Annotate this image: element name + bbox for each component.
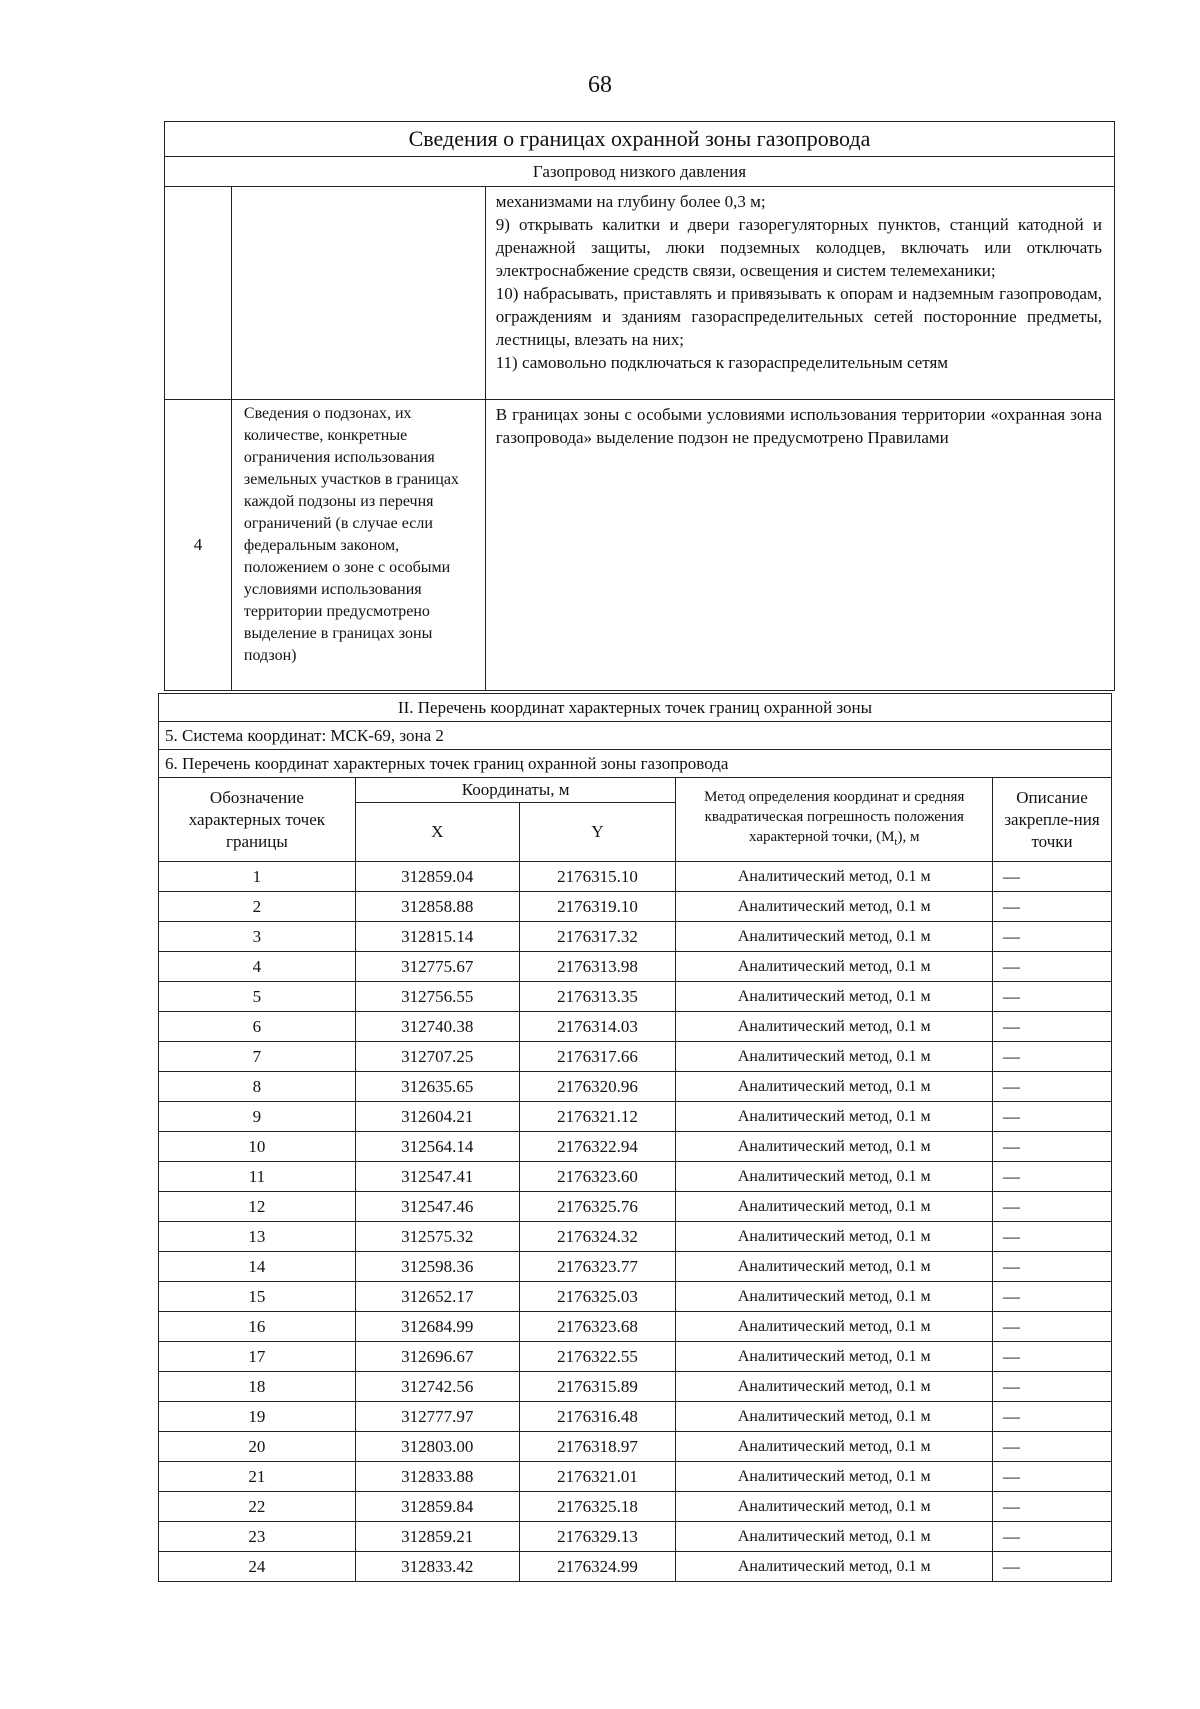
point-number: 4	[159, 952, 356, 982]
x-coordinate: 312547.46	[355, 1192, 519, 1222]
x-coordinate: 312684.99	[355, 1312, 519, 1342]
x-coordinate: 312652.17	[355, 1282, 519, 1312]
table-row	[159, 1012, 1112, 1042]
point-number: 14	[159, 1252, 356, 1282]
point-number: 13	[159, 1222, 356, 1252]
point-number: 16	[159, 1312, 356, 1342]
header-description: Описание закрепле-ния точки	[993, 778, 1112, 862]
header-coordinates: Координаты, м	[355, 778, 676, 803]
method: Аналитический метод, 0.1 м	[676, 1552, 993, 1582]
point-number: 15	[159, 1282, 356, 1312]
point-number: 18	[159, 1372, 356, 1402]
coordinate-rows	[159, 862, 1112, 1582]
method: Аналитический метод, 0.1 м	[676, 982, 993, 1012]
page-number: 68	[588, 72, 612, 98]
method: Аналитический метод, 0.1 м	[676, 892, 993, 922]
point-description: —	[993, 1192, 1112, 1222]
x-coordinate: 312564.14	[355, 1132, 519, 1162]
x-coordinate: 312575.32	[355, 1222, 519, 1252]
point-number: 3	[159, 922, 356, 952]
x-coordinate: 312696.67	[355, 1342, 519, 1372]
y-coordinate: 2176325.76	[519, 1192, 676, 1222]
table-row	[159, 1162, 1112, 1192]
point-number: 10	[159, 1132, 356, 1162]
document-title: Сведения о границах охранной зоны газопровода	[165, 122, 1115, 157]
table-row	[159, 1522, 1112, 1552]
table-row	[159, 1252, 1112, 1282]
x-coordinate: 312859.21	[355, 1522, 519, 1552]
x-coordinate: 312756.55	[355, 982, 519, 1012]
x-coordinate: 312598.36	[355, 1252, 519, 1282]
y-coordinate: 2176323.68	[519, 1312, 676, 1342]
header-point: Обозначение характерных точек границы	[159, 778, 356, 862]
table-row	[159, 1132, 1112, 1162]
restriction-item: 9) открывать калитки и двери газорегуляторных пунктов, станций катодной и дренажной защиты, люки подземных колодцев, включать или отключать электроснабжение средств связи, освещения и систем телемеханики;	[495, 215, 1102, 280]
point-number: 2	[159, 892, 356, 922]
y-coordinate: 2176324.99	[519, 1552, 676, 1582]
method: Аналитический метод, 0.1 м	[676, 1462, 993, 1492]
point-description: —	[993, 922, 1112, 952]
table-row	[159, 862, 1112, 892]
x-coordinate: 312859.04	[355, 862, 519, 892]
point-description: —	[993, 1042, 1112, 1072]
method: Аналитический метод, 0.1 м	[676, 952, 993, 982]
point-description: —	[993, 1462, 1112, 1492]
restriction-item: 11) самовольно подключаться к газораспределительным сетям	[495, 353, 949, 372]
header-y: Y	[519, 803, 676, 862]
table-row	[159, 1072, 1112, 1102]
table-row	[159, 1102, 1112, 1132]
point-number: 17	[159, 1342, 356, 1372]
point-description: —	[993, 1252, 1112, 1282]
empty-number-cell	[165, 187, 232, 400]
table-row	[159, 1312, 1112, 1342]
x-coordinate: 312707.25	[355, 1042, 519, 1072]
section2-title: II. Перечень координат характерных точек границ охранной зоны	[159, 694, 1112, 722]
method: Аналитический метод, 0.1 м	[676, 1402, 993, 1432]
point-description: —	[993, 1012, 1112, 1042]
table-row	[159, 1192, 1112, 1222]
point-number: 24	[159, 1552, 356, 1582]
method: Аналитический метод, 0.1 м	[676, 1312, 993, 1342]
point-number: 11	[159, 1162, 356, 1192]
point-description: —	[993, 1222, 1112, 1252]
zone-info-table	[164, 121, 1115, 691]
method: Аналитический метод, 0.1 м	[676, 1282, 993, 1312]
point-description: —	[993, 982, 1112, 1012]
point-number: 7	[159, 1042, 356, 1072]
coordinates-table	[158, 693, 1112, 1582]
table-row	[159, 1552, 1112, 1582]
row-number: 4	[165, 400, 232, 691]
table-row	[159, 1402, 1112, 1432]
x-coordinate: 312859.84	[355, 1492, 519, 1522]
y-coordinate: 2176318.97	[519, 1432, 676, 1462]
point-number: 9	[159, 1102, 356, 1132]
y-coordinate: 2176313.98	[519, 952, 676, 982]
point-number: 20	[159, 1432, 356, 1462]
table-row	[159, 892, 1112, 922]
point-number: 21	[159, 1462, 356, 1492]
x-coordinate: 312604.21	[355, 1102, 519, 1132]
y-coordinate: 2176324.32	[519, 1222, 676, 1252]
method: Аналитический метод, 0.1 м	[676, 862, 993, 892]
table-row	[159, 1462, 1112, 1492]
table-row	[159, 1342, 1112, 1372]
y-coordinate: 2176314.03	[519, 1012, 676, 1042]
restrictions-continued	[485, 187, 1114, 400]
method: Аналитический метод, 0.1 м	[676, 1102, 993, 1132]
coordinate-list-title: 6. Перечень координат характерных точек границ охранной зоны газопровода	[159, 750, 1112, 778]
table-row	[159, 982, 1112, 1012]
point-description: —	[993, 1492, 1112, 1522]
table-row	[159, 1042, 1112, 1072]
point-description: —	[993, 1282, 1112, 1312]
y-coordinate: 2176321.01	[519, 1462, 676, 1492]
x-coordinate: 312742.56	[355, 1372, 519, 1402]
method: Аналитический метод, 0.1 м	[676, 1162, 993, 1192]
point-description: —	[993, 1072, 1112, 1102]
y-coordinate: 2176325.18	[519, 1492, 676, 1522]
point-description: —	[993, 1402, 1112, 1432]
point-description: —	[993, 1522, 1112, 1552]
method: Аналитический метод, 0.1 м	[676, 1072, 993, 1102]
method: Аналитический метод, 0.1 м	[676, 1222, 993, 1252]
empty-label-cell	[231, 187, 485, 400]
subzones-value: В границах зоны с особыми условиями использования территории «охранная зона газопровода» выделение подзон не предусмотрено Правилами	[485, 400, 1114, 691]
point-description: —	[993, 1372, 1112, 1402]
header-method: Метод определения координат и средняя квадратическая погрешность положения характерной точки, $(M_t)$, м	[676, 778, 993, 862]
point-number: 22	[159, 1492, 356, 1522]
table-row	[159, 1492, 1112, 1522]
x-coordinate: 312547.41	[355, 1162, 519, 1192]
point-description: —	[993, 1342, 1112, 1372]
y-coordinate: 2176315.89	[519, 1372, 676, 1402]
y-coordinate: 2176315.10	[519, 862, 676, 892]
coordinate-system: 5. Система координат: МСК-69, зона 2	[159, 722, 1112, 750]
method: Аналитический метод, 0.1 м	[676, 1342, 993, 1372]
document-subtitle: Газопровод низкого давления	[165, 157, 1115, 187]
y-coordinate: 2176322.55	[519, 1342, 676, 1372]
y-coordinate: 2176323.77	[519, 1252, 676, 1282]
table-row	[159, 952, 1112, 982]
point-number: 8	[159, 1072, 356, 1102]
method: Аналитический метод, 0.1 м	[676, 1012, 993, 1042]
restriction-item: механизмами на глубину более 0,3 м;	[495, 192, 766, 211]
method: Аналитический метод, 0.1 м	[676, 1372, 993, 1402]
point-description: —	[993, 952, 1112, 982]
x-coordinate: 312777.97	[355, 1402, 519, 1432]
point-number: 23	[159, 1522, 356, 1552]
y-coordinate: 2176317.66	[519, 1042, 676, 1072]
y-coordinate: 2176316.48	[519, 1402, 676, 1432]
point-description: —	[993, 1102, 1112, 1132]
x-coordinate: 312803.00	[355, 1432, 519, 1462]
restriction-item: 10) набрасывать, приставлять и привязывать к опорам и надземным газопроводам, ограждениям и зданиям газораспределительных сетей посторонние предметы, лестницы, влезать на них;	[495, 284, 1102, 349]
method: Аналитический метод, 0.1 м	[676, 1492, 993, 1522]
subzones-label: Сведения о подзонах, их количестве, конкретные ограничения использования земельных участков в границах каждой подзоны из перечня ограничений (в случае если федеральным законом, положением о зоне с особыми условиями использования территории предусмотрено выделение в границах зоны подзон)	[231, 400, 485, 691]
method: Аналитический метод, 0.1 м	[676, 1522, 993, 1552]
method: Аналитический метод, 0.1 м	[676, 1432, 993, 1462]
y-coordinate: 2176320.96	[519, 1072, 676, 1102]
method: Аналитический метод, 0.1 м	[676, 922, 993, 952]
point-description: —	[993, 1312, 1112, 1342]
method: Аналитический метод, 0.1 м	[676, 1132, 993, 1162]
y-coordinate: 2176325.03	[519, 1282, 676, 1312]
x-coordinate: 312833.88	[355, 1462, 519, 1492]
x-coordinate: 312775.67	[355, 952, 519, 982]
point-number: 19	[159, 1402, 356, 1432]
point-number: 1	[159, 862, 356, 892]
table-row	[159, 1282, 1112, 1312]
y-coordinate: 2176313.35	[519, 982, 676, 1012]
point-description: —	[993, 1552, 1112, 1582]
method: Аналитический метод, 0.1 м	[676, 1252, 993, 1282]
table-row	[159, 1372, 1112, 1402]
point-number: 6	[159, 1012, 356, 1042]
method: Аналитический метод, 0.1 м	[676, 1042, 993, 1072]
table-row	[159, 1222, 1112, 1252]
point-description: —	[993, 892, 1112, 922]
y-coordinate: 2176317.32	[519, 922, 676, 952]
method: Аналитический метод, 0.1 м	[676, 1192, 993, 1222]
x-coordinate: 312833.42	[355, 1552, 519, 1582]
point-description: —	[993, 862, 1112, 892]
y-coordinate: 2176319.10	[519, 892, 676, 922]
y-coordinate: 2176321.12	[519, 1102, 676, 1132]
point-number: 5	[159, 982, 356, 1012]
x-coordinate: 312815.14	[355, 922, 519, 952]
table-row	[159, 922, 1112, 952]
y-coordinate: 2176323.60	[519, 1162, 676, 1192]
y-coordinate: 2176329.13	[519, 1522, 676, 1552]
table-row	[159, 1432, 1112, 1462]
x-coordinate: 312858.88	[355, 892, 519, 922]
point-description: —	[993, 1432, 1112, 1462]
point-description: —	[993, 1162, 1112, 1192]
header-x: X	[355, 803, 519, 862]
x-coordinate: 312740.38	[355, 1012, 519, 1042]
y-coordinate: 2176322.94	[519, 1132, 676, 1162]
x-coordinate: 312635.65	[355, 1072, 519, 1102]
point-number: 12	[159, 1192, 356, 1222]
point-description: —	[993, 1132, 1112, 1162]
